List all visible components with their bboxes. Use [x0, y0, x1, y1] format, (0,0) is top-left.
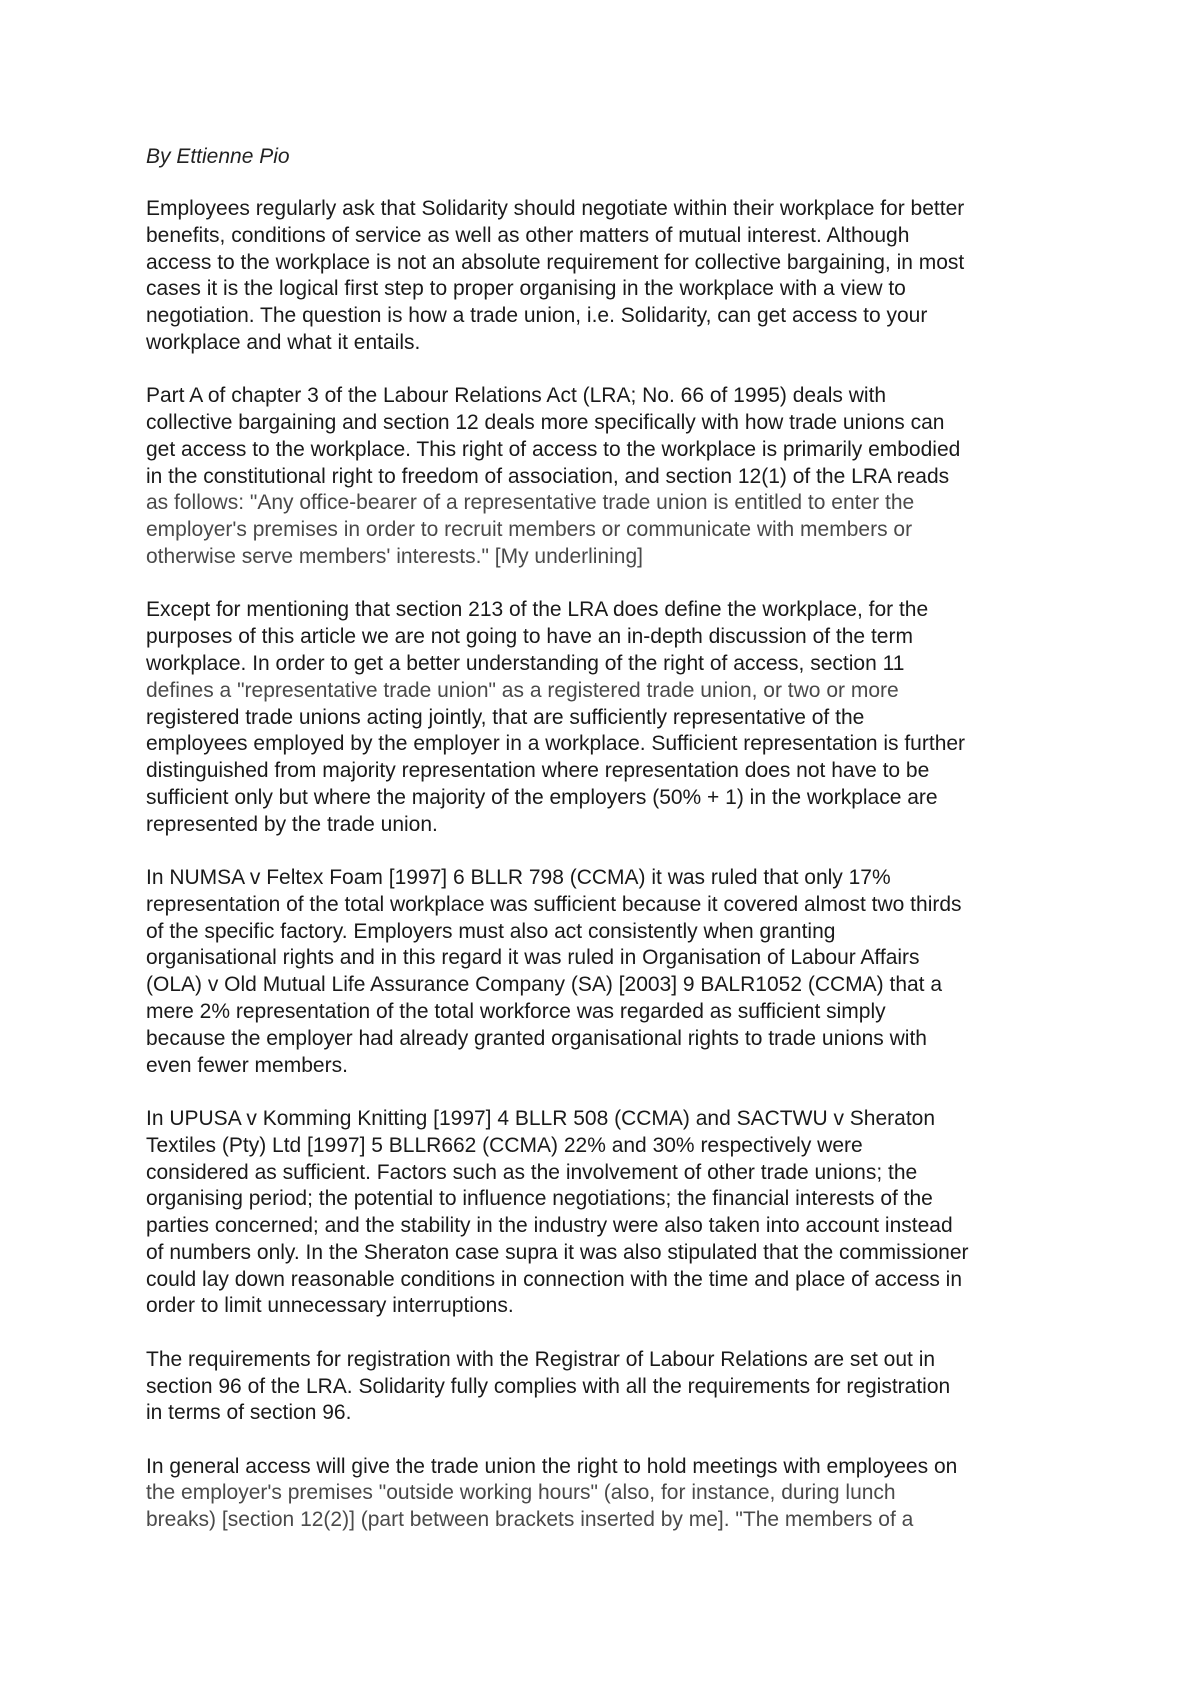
text-line: employees employed by the employer in a workplace. Sufficient representation is further	[146, 732, 966, 756]
text-line: in terms of section 96.	[146, 1401, 352, 1425]
paragraph-4	[146, 865, 1064, 1079]
text-line: Textiles (Pty) Ltd [1997] 5 BLLR662 (CCMA) 22% and 30% respectively were	[146, 1133, 863, 1157]
text-line: The requirements for registration with the Registrar of Labour Relations are set out in	[146, 1347, 936, 1371]
author-byline: By Ettienne Pio	[146, 145, 290, 168]
text-line: In general access will give the trade union the right to hold meetings with employees on	[146, 1454, 958, 1478]
paragraph-3	[146, 597, 1064, 838]
text-line: represented by the trade union.	[146, 812, 438, 836]
text-line: of the specific factory. Employers must also act consistently when granting	[146, 919, 836, 943]
paragraph-7	[146, 1454, 1064, 1534]
text-line: organisational rights and in this regard it was ruled in Organisation of Labour Affairs	[146, 946, 920, 970]
text-line: as follows: "Any office-bearer of a representative trade union is entitled to enter the	[146, 491, 915, 515]
text-line: representation of the total workplace was sufficient because it covered almost two thirds	[146, 892, 962, 916]
text-line: access to the workplace is not an absolute requirement for collective bargaining, in most	[146, 250, 965, 274]
text-line: mere 2% representation of the total workforce was regarded as sufficient simply	[146, 1000, 886, 1024]
text-line: cases it is the logical first step to proper organising in the workplace with a view to	[146, 277, 906, 301]
text-line: distinguished from majority representation where representation does not have to be	[146, 759, 930, 783]
text-line: benefits, conditions of service as well as other matters of mutual interest. Although	[146, 223, 910, 247]
text-line: get access to the workplace. This right of access to the workplace is primarily embodied	[146, 437, 961, 461]
text-line: sufficient only but where the majority of the employers (50% + 1) in the workplace are	[146, 785, 938, 809]
paragraph-5	[146, 1106, 1064, 1320]
paragraph-1	[146, 196, 1064, 357]
text-line: registered trade unions acting jointly, that are sufficiently representative of the	[146, 705, 865, 729]
text-line: could lay down reasonable conditions in connection with the time and place of access in	[146, 1267, 962, 1291]
text-line: order to limit unnecessary interruptions.	[146, 1294, 514, 1318]
text-line: In UPUSA v Komming Knitting [1997] 4 BLLR 508 (CCMA) and SACTWU v Sheraton	[146, 1106, 936, 1130]
paragraph-6	[146, 1347, 1064, 1427]
text-line: Employees regularly ask that Solidarity should negotiate within their workplace for better	[146, 197, 965, 220]
text-line: negotiation. The question is how a trade union, i.e. Solidarity, can get access to your	[146, 304, 928, 328]
text-line: considered as sufficient. Factors such as the involvement of other trade unions; the	[146, 1160, 918, 1184]
text-line: Part A of chapter 3 of the Labour Relations Act (LRA; No. 66 of 1995) deals with	[146, 384, 887, 408]
text-line: Except for mentioning that section 213 of the LRA does define the workplace, for the	[146, 598, 929, 622]
text-line: workplace. In order to get a better understanding of the right of access, section 11	[146, 651, 905, 675]
text-line: even fewer members.	[146, 1053, 348, 1077]
text-line: purposes of this article we are not going to have an in-depth discussion of the term	[146, 625, 913, 649]
text-line: collective bargaining and section 12 deals more specifically with how trade unions can	[146, 411, 945, 435]
text-line: organising period; the potential to influence negotiations; the financial interests of the	[146, 1187, 933, 1211]
text-line: defines a "representative trade union" as a registered trade union, or two or more	[146, 678, 899, 702]
text-line: employer's premises in order to recruit members or communicate with members or	[146, 518, 913, 542]
text-line: the employer's premises "outside working hours" (also, for instance, during lunch	[146, 1481, 896, 1505]
text-line: workplace and what it entails.	[146, 330, 421, 354]
text-line: in the constitutional right to freedom of association, and section 12(1) of the LRA reads	[146, 464, 950, 488]
text-line: section 96 of the LRA. Solidarity fully complies with all the requirements for registration	[146, 1374, 951, 1398]
text-line: In NUMSA v Feltex Foam [1997] 6 BLLR 798 (CCMA) it was ruled that only 17%	[146, 866, 891, 890]
paragraph-2	[146, 383, 1064, 571]
article-body	[146, 143, 1064, 1561]
text-line: otherwise serve members' interests." [My underlining]	[146, 545, 643, 569]
text-line: of numbers only. In the Sheraton case supra it was also stipulated that the commissioner	[146, 1240, 969, 1264]
text-line: breaks) [section 12(2)] (part between brackets inserted by me]. "The members of a	[146, 1508, 914, 1532]
text-line: parties concerned; and the stability in the industry were also taken into account instead	[146, 1214, 953, 1238]
text-line: (OLA) v Old Mutual Life Assurance Company (SA) [2003] 9 BALR1052 (CCMA) that a	[146, 973, 943, 997]
text-line: because the employer had already granted organisational rights to trade unions with	[146, 1026, 927, 1050]
